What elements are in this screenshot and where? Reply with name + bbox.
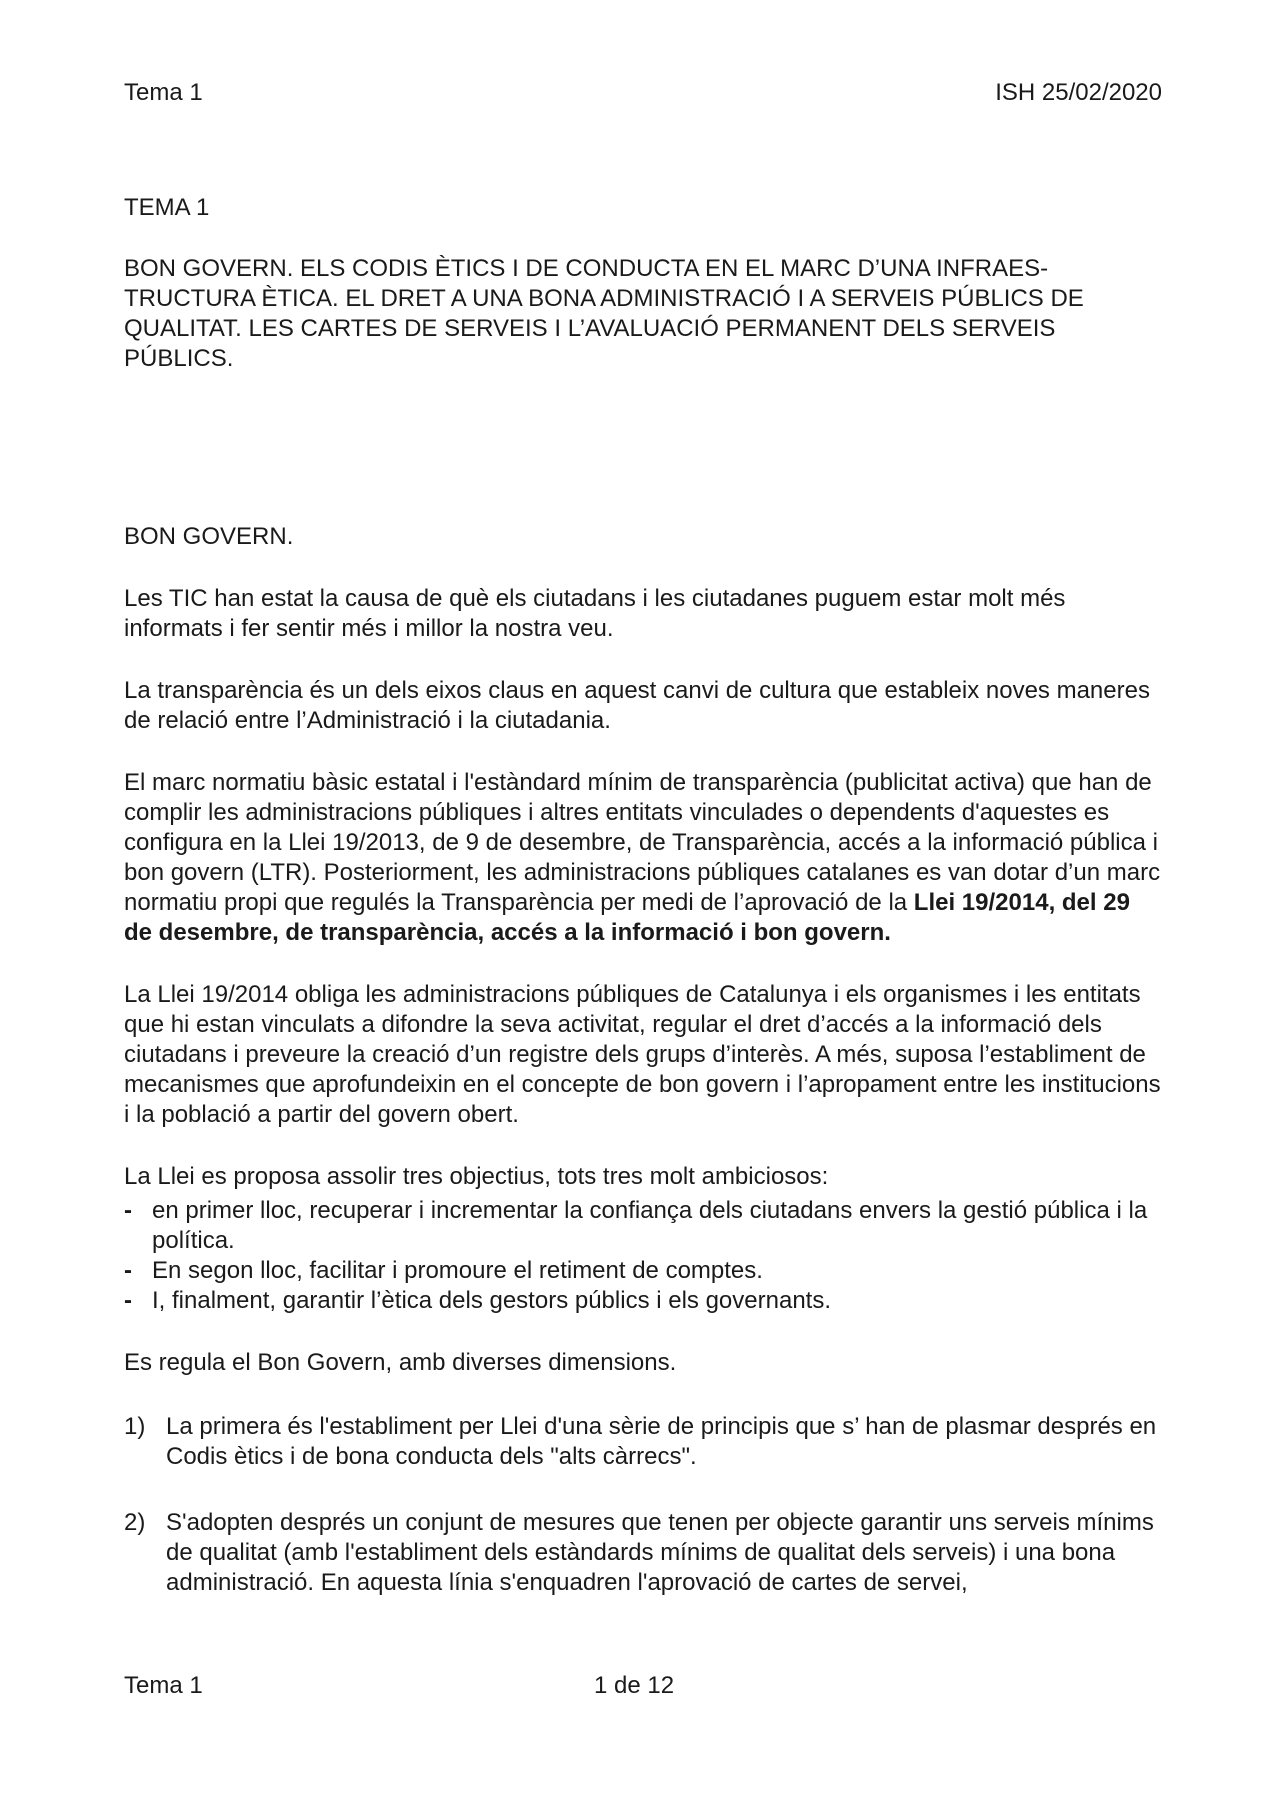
- list-item: [124, 1256, 1164, 1286]
- list-number: 1): [124, 1413, 146, 1440]
- list-item-text: La primera és l'establiment per Llei d'una sèrie de principis que s’ han de plasmar després en Codis ètics i de bona conducta dels "alts càrrecs".: [166, 1413, 1157, 1470]
- page-number: 1 de 12: [594, 1672, 675, 1699]
- page-header-right: ISH 25/02/2020: [995, 79, 1162, 106]
- page-footer-left: Tema 1: [124, 1672, 203, 1699]
- paragraph-objectius-intro: La Llei es proposa assolir tres objectius, tots tres molt ambiciosos:: [124, 1163, 829, 1190]
- paragraph-marc-normatiu-text: El marc normatiu bàsic estatal i l'estàndard mínim de transparència (publicitat activa) que han de complir les administracions públiques i altres entitats vinculades o dependents d'aquestes es configura en la Llei 19/2013, de 9 de desembre, de Transparència, accés a la informació pública i bon govern (LTR). Posteriorment, les administracions públiques catalanes es van dotar d’un marc normatiu propi que regulés la Transparència per medi de l’aprovació de la: [124, 769, 1161, 916]
- list-item: [124, 1196, 1164, 1256]
- list-item-text: en primer lloc, recuperar i incrementar la confiança dels ciutadans envers la gestió pública i la política.: [152, 1197, 1148, 1254]
- dash-bullet: -: [124, 1287, 132, 1314]
- paragraph-bon-govern-dimensions: Es regula el Bon Govern, amb diverses dimensions.: [124, 1349, 677, 1376]
- list-number: 2): [124, 1509, 146, 1536]
- list-item: [124, 1412, 1164, 1472]
- list-item-text: I, finalment, garantir l’ètica dels gestors públics i els governants.: [152, 1287, 831, 1314]
- list-item: [124, 1286, 1164, 1316]
- paragraph-llei-obliga: La Llei 19/2014 obliga les administracions públiques de Catalunya i els organismes i les entitats que hi estan vinculats a difondre la seva activitat, regular el dret d’accés a la informació dels ciutadans i preveure la creació d’un registre dels grups d’interès. A més, suposa l’establiment de mecanismes que aprofundeixin en el concepte de bon govern i l’apropament entre les institucions i la població a partir del govern obert.: [124, 981, 1161, 1128]
- list-item-text: S'adopten després un conjunt de mesures que tenen per objecte garantir uns serveis mínims de qualitat (amb l'establiment dels estàndards mínims de qualitat dels serveis) i una bona administració. En aquesta línia s'enquadren l'aprovació de cartes de servei,: [166, 1509, 1154, 1596]
- paragraph-transparencia: La transparència és un dels eixos claus en aquest canvi de cultura que estableix noves maneres de relació entre l’Administració i la ciutadania.: [124, 677, 1150, 734]
- paragraph-marc-normatiu: [124, 768, 1164, 948]
- objectives-list: [124, 1196, 1164, 1316]
- document-body: [124, 193, 1164, 1634]
- topic-number: TEMA 1: [124, 194, 210, 221]
- law-reference-bold: Llei 19/2014, del 29 de desembre, de transparència, accés a la informació i bon govern.: [124, 889, 1130, 946]
- dimensions-list: [124, 1412, 1164, 1598]
- dash-bullet: -: [124, 1257, 132, 1284]
- list-item: [124, 1508, 1164, 1598]
- list-item-text: En segon lloc, facilitar i promoure el retiment de comptes.: [152, 1257, 763, 1284]
- paragraph-tic: Les TIC han estat la causa de què els ciutadans i les ciutadanes puguem estar molt més informats i fer sentir més i millor la nostra veu.: [124, 585, 1066, 642]
- page-header-left: Tema 1: [124, 79, 203, 106]
- topic-title: BON GOVERN. ELS CODIS ÈTICS I DE CONDUCTA EN EL MARC D’UNA INFRAES-TRUCTURA ÈTICA. EL DRET A UNA BONA ADMINISTRACIÓ I A SERVEIS PÚBLICS DE QUALITAT. LES CARTES DE SERVEIS I L’AVALUACIÓ PERMANENT DELS SERVEIS PÚBLICS.: [124, 255, 1084, 372]
- dash-bullet: -: [124, 1197, 132, 1224]
- section-heading: BON GOVERN.: [124, 523, 294, 550]
